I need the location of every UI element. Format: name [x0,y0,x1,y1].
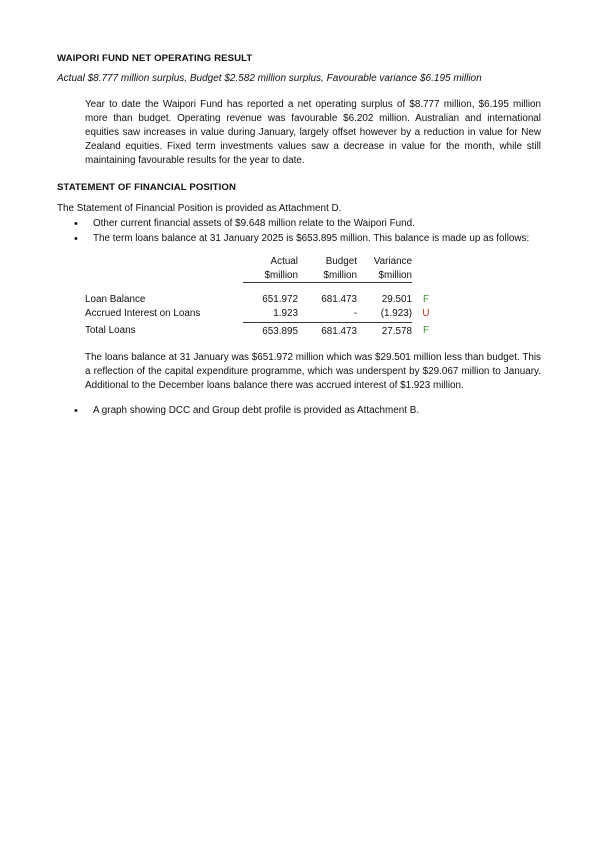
column-header-actual-bottom: $million [264,269,298,281]
attachment-bullet-list [70,405,419,416]
table-header-flag [412,255,436,283]
table-row [85,322,436,340]
column-header-budget-bottom: $million [323,269,357,281]
row-label: Loan Balance [85,293,146,305]
cell-flag: F [422,325,430,337]
table-row [85,283,436,305]
waipori-heading: WAIPORI FUND NET OPERATING RESULT [57,53,253,64]
table-header-empty [85,255,243,283]
column-header-budget [299,255,357,283]
column-header-variance-top: Variance [373,256,412,267]
list-item: • The term loans balance at 31 January 2025 is $653.895 million. This balance is made up as follows: [70,232,529,247]
cell-flag: F [422,293,430,305]
cell-budget: 681.473 [299,283,357,305]
list-item: • A graph showing DCC and Group debt profile is provided as Attachment B. [70,405,419,416]
cell-actual: 1.923 [273,307,298,319]
cell-budget: - [353,307,357,319]
cell-variance: (1.923) [380,307,412,319]
cell-budget: 681.473 [299,322,357,340]
position-bullet-list [70,217,529,246]
cell-flag: U [422,307,430,319]
column-header-variance-bottom: $million [378,269,412,281]
row-label: Total Loans [85,325,136,337]
cell-variance: 29.501 [357,283,412,305]
position-intro: The Statement of Financial Position is provided as Attachment D. [57,203,342,214]
row-label: Accrued Interest on Loans [85,307,201,319]
cell-variance: 27.578 [357,322,412,340]
column-header-actual [243,255,299,283]
loans-paragraph: The loans balance at 31 January was $651.972 million which was $29.501 million less than budget. This a reflection of the capital expenditure programme, which was underspent by $29.067 million to January. Additional to the December loans balance there was accrued interest of $1.923 million. [85,352,541,392]
table-header-row [85,255,436,283]
column-header-variance [357,255,412,283]
column-header-actual-top: Actual [270,256,298,267]
loans-table [85,255,436,340]
position-heading: STATEMENT OF FINANCIAL POSITION [57,182,236,193]
table-row [85,305,436,323]
waipori-subheading: Actual $8.777 million surplus, Budget $2.582 million surplus, Favourable variance $6.195 million [57,73,482,84]
cell-actual: 653.895 [243,322,299,340]
column-header-budget-top: Budget [325,256,357,267]
cell-actual: 651.972 [243,283,299,305]
waipori-paragraph: Year to date the Waipori Fund has reported a net operating surplus of $8.777 million, $6.195 million more than budget. Operating revenue was favourable $6.202 million. Australian and international equities saw increases in value during January, largely offset however by a reduction in value for New Zealand equities. Fixed term investments values saw a decrease in value for the month, while still maintaining favourable results for the year to date. [85,99,541,167]
list-item: • Other current financial assets of $9.648 million relate to the Waipori Fund. [70,217,529,232]
